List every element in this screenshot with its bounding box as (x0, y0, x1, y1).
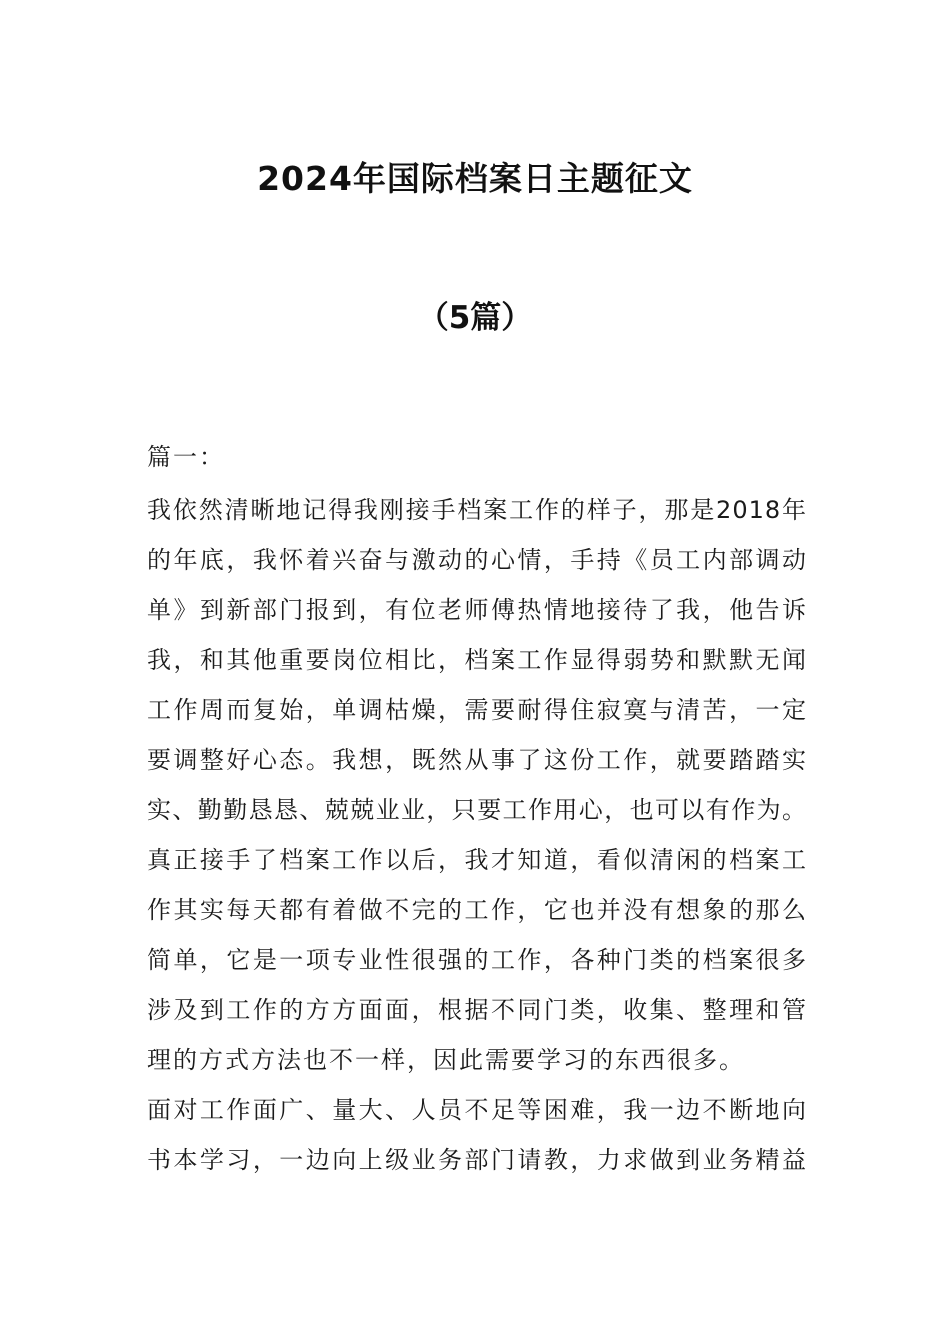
paragraph-line: 书本学习，一边向上级业务部门请教，力求做到业务精益 (147, 1146, 807, 1174)
document-title: 2024年国际档案日主题征文 (257, 159, 693, 198)
paragraph-line: 要调整好心态。我想，既然从事了这份工作，就要踏踏实 (147, 746, 807, 774)
paragraph-line: 工作周而复始，单调枯燥，需要耐得住寂寞与清苦，一定 (147, 696, 807, 724)
section-label: 篇一： (147, 443, 225, 471)
paragraph-line: 作其实每天都有着做不完的工作，它也并没有想象的那么 (147, 896, 807, 924)
document-body (147, 435, 807, 1185)
paragraph-line: 理的方式方法也不一样，因此需要学习的东西很多。 (147, 1046, 745, 1074)
paragraph-line: 真正接手了档案工作以后，我才知道，看似清闲的档案工 (147, 846, 807, 874)
paragraph-line: 面对工作面广、量大、人员不足等困难，我一边不断地向 (147, 1096, 807, 1124)
paragraph-line: 涉及到工作的方方面面，根据不同门类，收集、整理和管 (147, 996, 807, 1024)
paragraph-line: 实、勤勤恳恳、兢兢业业，只要工作用心，也可以有作为。 (147, 796, 807, 824)
paragraph-line: 简单，它是一项专业性很强的工作，各种门类的档案很多 (147, 946, 807, 974)
paragraph-line: 我，和其他重要岗位相比，档案工作显得弱势和默默无闻 (147, 646, 807, 674)
paragraph-line: 的年底，我怀着兴奋与激动的心情，手持《员工内部调动 (147, 546, 807, 574)
paragraph-line: 单》到新部门报到，有位老师傅热情地接待了我，他告诉 (147, 596, 807, 624)
paragraph-line: 我依然清晰地记得我刚接手档案工作的样子，那是2018年 (147, 496, 807, 524)
document-subtitle: （5篇） (417, 300, 533, 336)
